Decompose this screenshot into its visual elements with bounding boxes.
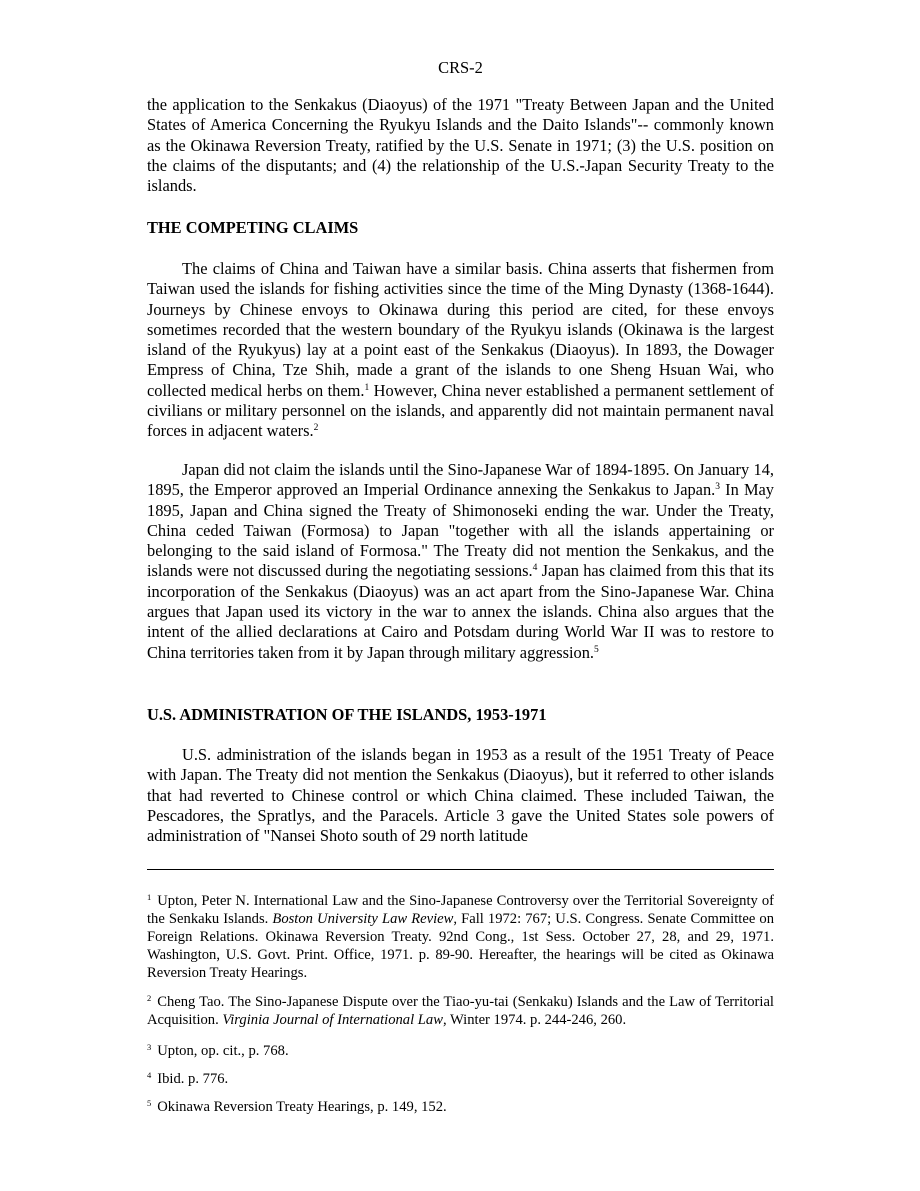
footnote-number: 5 [147, 1098, 152, 1108]
footnote-text: , Fall 1972: 767; U.S. Congress. Senate Committee on Foreign Relations. Okinawa Reversion Treaty. 92nd Cong., 1st Sess. October 27, 28, and 29, 1971. Washington, U.S. Govt. Print. Office, 1971. p. 89-90. Hereafter, the hearings will be cited as Okinawa Reversion Treaty Hearings. [147, 911, 774, 982]
paragraph-japan-claims [147, 460, 774, 663]
page-header: CRS-2 [438, 58, 483, 77]
footnote-text: Upton, op. cit., p. 768. [157, 1043, 289, 1059]
footnote-ref-5[interactable]: 5 [594, 644, 599, 655]
footnote-4 [147, 1070, 774, 1088]
section-heading-competing-claims: THE COMPETING CLAIMS [147, 218, 359, 237]
intro-paragraph [147, 95, 774, 196]
footnote-text: Ibid. p. 776. [157, 1071, 229, 1087]
paragraph-text: The claims of China and Taiwan have a similar basis. China asserts that fishermen from Taiwan used the islands for fishing activities since the time of the Ming Dynasty (1368-1644). Journeys by Chinese envoys to Okinawa during this period are cited, for these envoys sometimes recorded that the western boundary of the Ryukyu islands (Okinawa is the largest island of the Ryukyus) lay at a point east of the Senkakus (Diaoyus). In 1893, the Dowager Empress of China, Tze Shih, made a grant of the islands to one Sheng Hsuan Wai, who collected medical herbs on them. [147, 259, 774, 400]
footnote-5 [147, 1098, 774, 1116]
paragraph-text: However, China never established a permanent settlement of civilians or military personnel on the islands, and apparently did not maintain permanent naval forces in adjacent waters. [147, 380, 775, 441]
footnote-text: , Winter 1974. p. 244-246, 260. [442, 1012, 627, 1029]
footnote-text: Okinawa Reversion Treaty Hearings, p. 149, 152. [157, 1099, 447, 1115]
footnote-number: 3 [147, 1042, 152, 1052]
footnote-ref-4[interactable]: 4 [532, 563, 538, 574]
journal-title: Virginia Journal of International Law [222, 1012, 443, 1029]
journal-title: Boston University Law Review [272, 911, 454, 928]
footnote-divider [147, 869, 774, 870]
footnote-1 [147, 892, 774, 982]
footnote-number: 2 [147, 993, 152, 1003]
footnote-3 [147, 1042, 774, 1060]
section-heading-us-administration: U.S. ADMINISTRATION OF THE ISLANDS, 1953-1971 [147, 705, 547, 724]
footnote-ref-1[interactable]: 1 [364, 382, 370, 393]
footnote-number: 4 [147, 1070, 152, 1080]
paragraph-us-administration [147, 745, 774, 846]
footnote-text: Cheng Tao. The Sino-Japanese Dispute over the Tiao-yu-tai (Senkaku) Islands and the Law of Territorial Acquisition. [147, 994, 774, 1029]
paragraph-text: In May 1895, Japan and China signed the Treaty of Shimonoseki ending the war. Under the Treaty, China ceded Taiwan (Formosa) to Japan "together with all the islands appertaining or belonging to the said island of Formosa." The Treaty did not mention the Senkakus, and the islands were not discussed during the negotiating sessions. [147, 480, 774, 581]
intro-text: the application to the Senkakus (Diaoyus) of the 1971 "Treaty Between Japan and the United States of America Concerning the Ryukyu Islands and the Daito Islands"-- commonly known as the Okinawa Reversion Treaty, ratified by the U.S. Senate in 1971; (3) the U.S. position on the claims of the disputants; and (4) the relationship of the U.S.-Japan Security Treaty to the islands. [147, 95, 774, 196]
paragraph-text: Japan did not claim the islands until the Sino-Japanese War of 1894-1895. On January 14, 1895, the Emperor approved an Imperial Ordinance annexing the Senkakus to Japan. [147, 460, 774, 500]
footnote-ref-3[interactable]: 3 [715, 482, 720, 493]
footnote-text: Upton, Peter N. International Law and the Sino-Japanese Controversy over the Territorial Sovereignty of the Senkaku Islands. [147, 893, 774, 928]
paragraph-text: U.S. administration of the islands began in 1953 as a result of the 1951 Treaty of Peace with Japan. The Treaty did not mention the Senkakus (Diaoyus), but it referred to other islands that had reverted to Chinese control or which China claimed. These included Taiwan, the Pescadores, the Spratlys, and the Paracels. Article 3 gave the United States sole powers of administration of "Nansei Shoto south of 29 north latitude [147, 745, 774, 846]
footnote-number: 1 [147, 892, 152, 902]
paragraph-china-taiwan-claims [147, 259, 774, 442]
footnote-ref-2[interactable]: 2 [313, 423, 319, 434]
footnote-2 [147, 993, 774, 1029]
paragraph-text: Japan has claimed from this that its incorporation of the Senkakus (Diaoyus) was an act apart from the Sino-Japanese War. China argues that Japan used its victory in the war to annex the islands. China also argues that the intent of the allied declarations at Cairo and Potsdam during World War II was to restore to China territories taken from it by Japan through military aggression. [147, 561, 774, 662]
